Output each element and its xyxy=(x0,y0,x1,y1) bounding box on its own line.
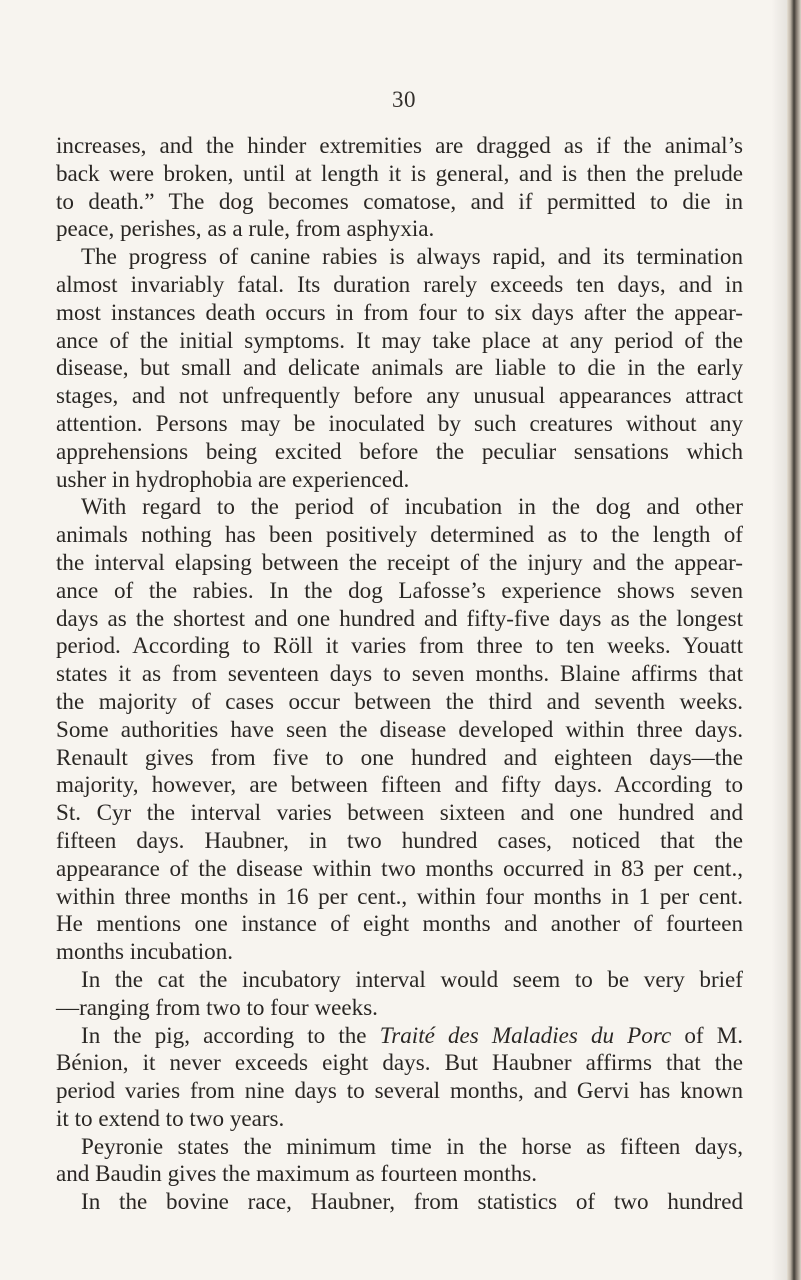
text-line: In the bovine race, Haubner, from statistics of two hundred xyxy=(81,1188,743,1215)
text-line: most instances death occurs in from four to six days after the appear- xyxy=(56,298,743,325)
text-line: In the cat the incubatory interval would seem to be very brief xyxy=(81,965,743,992)
text-line: usher in hydrophobia are experienced. xyxy=(56,465,410,492)
text-line: almost invariably fatal. Its duration rarely exceeds ten days, and in xyxy=(56,270,743,297)
text-line: Bénion, it never exceeds eight days. But Haubner affirms that the xyxy=(56,1049,743,1076)
text-line: stages, and not unfrequently before any unusual appearances attract xyxy=(56,382,743,409)
text-line: period. According to Röll it varies from three to ten weeks. Youatt xyxy=(56,632,743,659)
page-number: 30 xyxy=(392,87,416,112)
text-line: With regard to the period of incubation in the dog and other xyxy=(81,493,743,520)
text-line: ance of the rabies. In the dog Lafosse’s experience shows seven xyxy=(56,576,743,603)
text-line: disease, but small and delicate animals are liable to die in the early xyxy=(56,354,743,381)
text-line: peace, perishes, as a rule, from asphyxia. xyxy=(56,215,435,242)
text-line: it to extend to two years. xyxy=(56,1104,285,1131)
text-line: back were broken, until at length it is general, and is then the prelude xyxy=(56,159,743,186)
text-line: The progress of canine rabies is always rapid, and its termination xyxy=(81,243,743,270)
text-line: increases, and the hinder extremities are dragged as if the animal’s xyxy=(56,132,743,158)
text-line: St. Cyr the interval varies between sixteen and one hundred and xyxy=(56,799,743,826)
text-line: days as the shortest and one hundred and fifty-five days as the longest xyxy=(56,604,743,631)
text-line: majority, however, are between fifteen and fifty days. According to xyxy=(56,771,743,798)
body-text xyxy=(56,132,743,1216)
book-title: Traité des Maladies du Porc xyxy=(379,1021,672,1048)
text-line: attention. Persons may be inoculated by such creatures without any xyxy=(56,409,743,436)
text-line: and Baudin gives the maximum as fourteen months. xyxy=(56,1160,538,1187)
text-line: to death.” The dog becomes comatose, and if permitted to die in xyxy=(56,187,743,214)
page-edge xyxy=(787,0,801,1280)
text-line: the interval elapsing between the receipt of the injury and the appear- xyxy=(56,548,743,575)
text-line: fifteen days. Haubner, in two hundred cases, noticed that the xyxy=(56,826,743,853)
text-line: the majority of cases occur between the third and seventh weeks. xyxy=(56,687,743,714)
text-line: Some authorities have seen the disease developed within three days. xyxy=(56,715,743,742)
text-line: period varies from nine days to several months, and Gervi has known xyxy=(56,1077,743,1104)
text-line: ance of the initial symptoms. It may take place at any period of the xyxy=(56,326,743,353)
text-line: animals nothing has been positively determined as to the length of xyxy=(56,521,743,548)
text-line: apprehensions being excited before the peculiar sensations which xyxy=(56,437,743,464)
text-line: appearance of the disease within two months occurred in 83 per cent., xyxy=(56,854,743,881)
text-segment: of M. xyxy=(671,1021,744,1048)
text-line: Renault gives from five to one hundred and eighteen days—the xyxy=(56,743,743,770)
text-line: months incubation. xyxy=(56,938,234,965)
text-line-with-italic-title xyxy=(56,1022,743,1050)
text-line: —ranging from two to four weeks. xyxy=(56,993,378,1020)
text-segment: In the pig, according to the xyxy=(81,1021,380,1048)
text-line: states it as from seventeen days to seven months. Blaine affirms that xyxy=(56,660,743,687)
text-line: He mentions one instance of eight months and another of fourteen xyxy=(56,910,743,937)
text-line: Peyronie states the minimum time in the horse as fifteen days, xyxy=(81,1132,743,1159)
text-line: within three months in 16 per cent., within four months in 1 per cent. xyxy=(56,882,743,909)
